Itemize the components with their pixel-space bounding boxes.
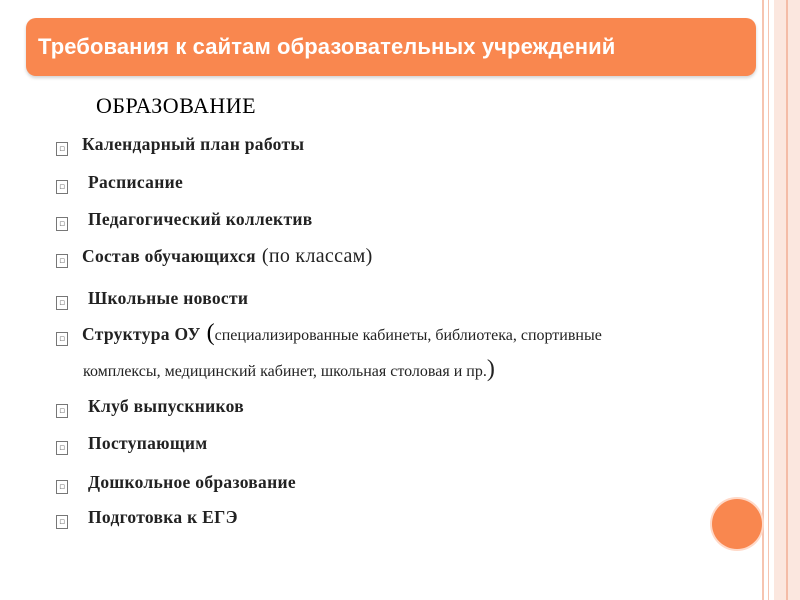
decorative-circle (712, 499, 762, 549)
decorative-stripe (768, 0, 769, 600)
slide-title: Требования к сайтам образовательных учреждений (38, 34, 616, 59)
list-item (56, 209, 312, 230)
list-item-note: специализированные кабинеты, библиотека, спортивные (214, 327, 602, 344)
list-item (56, 172, 183, 193)
decorative-stripe (786, 0, 788, 600)
bullet-icon: ▫ (56, 296, 68, 310)
paren-close: ) (486, 356, 495, 382)
bullet-icon: ▫ (56, 332, 68, 346)
paren-open: ( (206, 320, 215, 346)
list-item-label: Состав обучающихся (82, 246, 256, 266)
list-item (56, 134, 304, 155)
list-item-note-continued (83, 356, 495, 383)
list-item-label: Школьные новости (88, 288, 249, 308)
bullet-icon: ▫ (56, 515, 68, 529)
title-bar (26, 18, 756, 76)
list-item-label: Календарный план работы (82, 134, 305, 154)
list-item (56, 288, 248, 309)
list-item (56, 433, 208, 454)
bullet-icon: ▫ (56, 254, 68, 268)
list-item (56, 507, 238, 528)
list-item-label: Структура ОУ (82, 324, 201, 344)
list-item-note-cont: комплексы, медицинский кабинет, школьная столовая и пр. (83, 363, 487, 380)
bullet-icon: ▫ (56, 404, 68, 418)
list-item-label: Расписание (88, 172, 184, 192)
list-item-label: Дошкольное образование (88, 472, 296, 492)
bullet-icon: ▫ (56, 480, 68, 494)
bullet-icon: ▫ (56, 180, 68, 194)
list-item-label: Подготовка к ЕГЭ (88, 507, 238, 527)
section-heading: ОБРАЗОВАНИЕ (96, 93, 257, 118)
list-item (56, 320, 602, 347)
bullet-icon: ▫ (56, 142, 68, 156)
list-item (56, 245, 373, 268)
list-item-note: (по классам) (261, 245, 373, 267)
list-item-label: Педагогический коллектив (88, 209, 313, 229)
list-item (56, 396, 244, 417)
bullet-icon: ▫ (56, 217, 68, 231)
decorative-stripe (762, 0, 764, 600)
bullet-icon: ▫ (56, 441, 68, 455)
list-item-label: Клуб выпускников (88, 396, 244, 416)
list-item (56, 472, 296, 493)
list-item-label: Поступающим (88, 433, 208, 453)
